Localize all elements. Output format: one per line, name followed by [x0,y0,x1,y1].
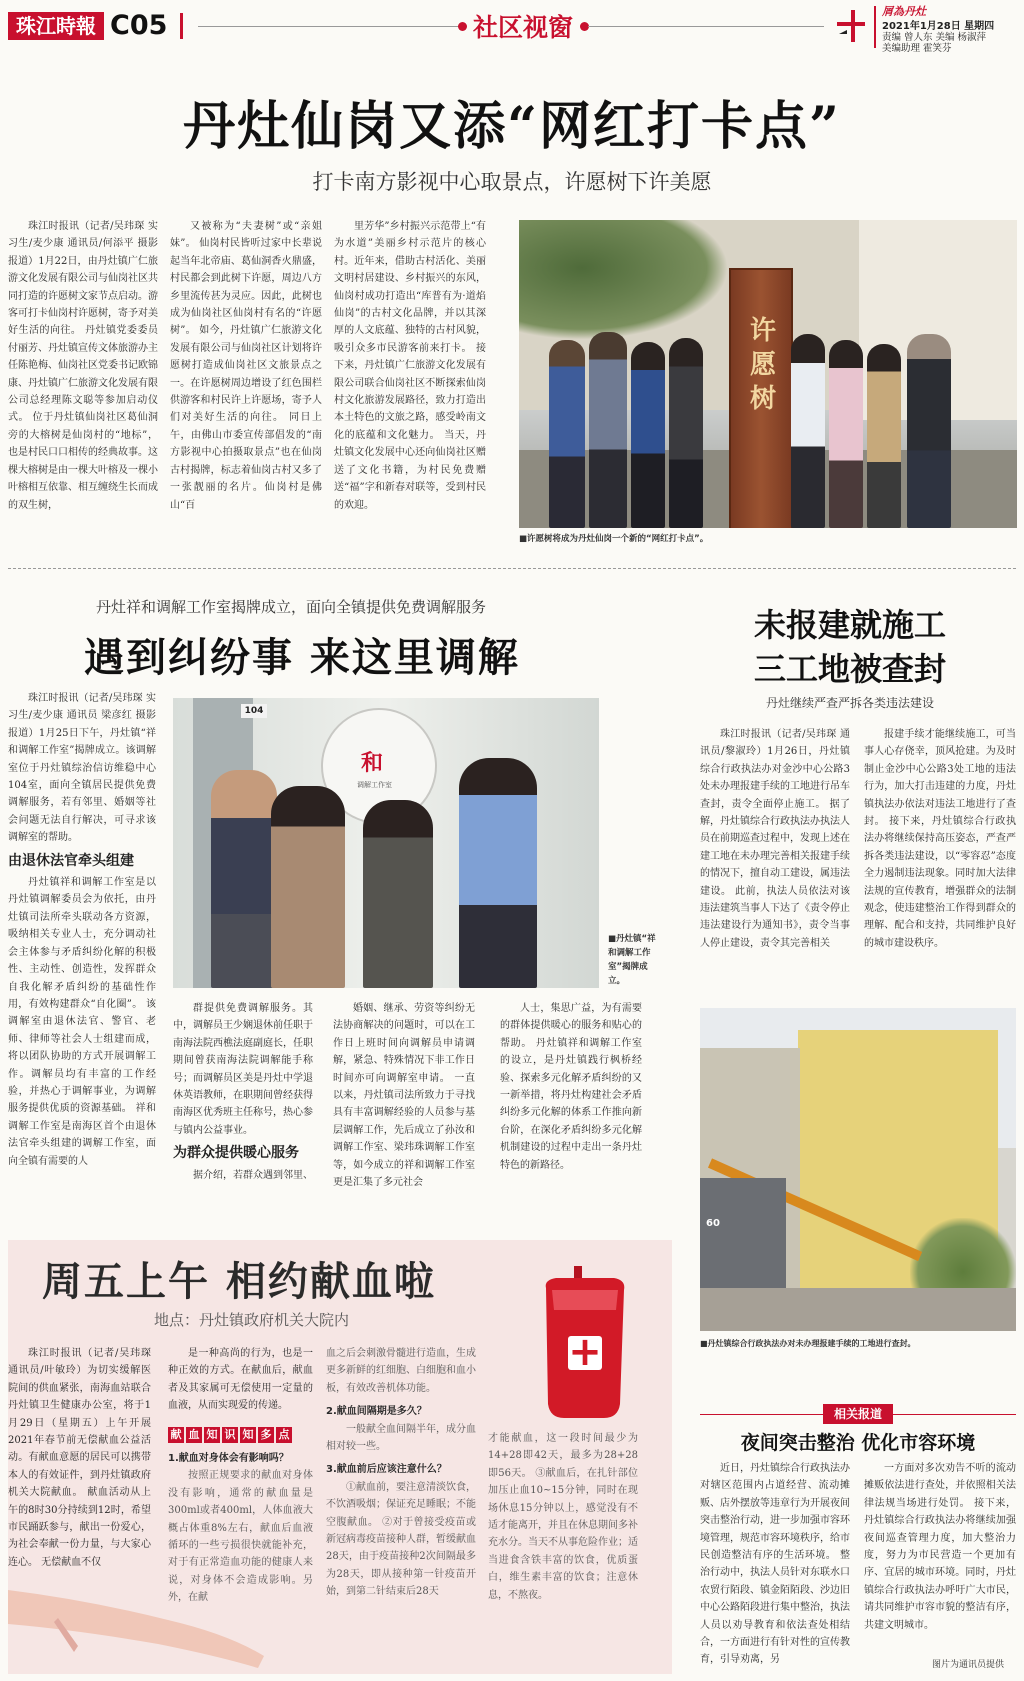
office-sign-mark: 和 [361,751,384,776]
article1-col3: 里芳华”乡村振兴示范带上“有为水道”美丽乡村示范片的核心村。近年来，借助古村活化、美丽文明村居建设、乡村振兴的东风，仙岗村成功打造出“库普有为·道焰仙岗”的古村文化品牌，并以其深厚的人文底蕴、独特的古村风貌，吸引众多市民游客前来打卡。 接下来，丹灶镇广仁旅游文化发展有限公司联合仙岗社区不断探索仙岗村文化旅游发展路径，致力打造出本土特色的文旅之路，感受岭南文化的底蕴和文化魅力。 当天，丹灶镇文化发展中心还向仙岗社区赠送了文化书籍，为村民免费赠送“福”字和新春对联等，受到村民的欢迎。 [334,221,486,511]
article4-title: 周五上午 相约献血啦 [42,1258,436,1305]
article4-col2: 是一种高尚的行为，也是一种正效的方式。在献血后，献血者及其家属可无偿使用一定量的血液，从而实现爱的传递。 献 血 知 识 知 多 点 1.献血对身体会有影响吗？ 按照正规要求的献血对身体没有影响，通常的献血量是300ml或者400ml，人体血液大概占体重8%左右，献血后血液循环的一些亏损很快就能补充，对于有正常造血功能的健康人来说，对身体不会造成影响。另外，在献 [168,1345,313,1665]
wish-tree-sign-text: 许愿树 [745,316,776,418]
person [211,770,277,988]
door-plate: 104 [241,704,267,718]
ground [700,1288,1016,1331]
article2-col-c: 婚姻、继承、劳资等纠纷无法协商解决的问题时，可以在工作日上班时间向调解员申请调解，紧急、特殊情况下非工作日时间亦可向调解室申请。 一直以来，丹灶镇司法所致力于寻找具有丰富调解经验的人员参与基层调解工作，先后成立了孙汝和调解工作室、梁玮珠调解工作室等，如今成立的祥和调解工作室更是汇集了多元社会 [333,1003,475,1189]
article5-col1: 近日，丹灶镇综合行政执法办对辖区范围内占道经营、流动摊贩、店外摆放等违章行为开展夜间突击整治行动，进一步加强市容环境管理，规范市容环境秩序，给市民创造整洁有序的生活环境。 整治行动中，执法人员针对东联水口农贸行陌段、镇金陌陌段、沙边旧中心公路陌段进行集中整治，执法人员以劝导教育和依法查处相结合，一方面进行有针对性的宣传教育，引导劝离，另 [700,1463,850,1666]
knowledge-heading-char: 知 [240,1427,256,1443]
knowledge-heading-char: 识 [222,1427,238,1443]
person [363,800,433,988]
article3-photo [700,1008,1016,1331]
question-1: 1.献血对身体会有影响吗？ [168,1453,289,1465]
knowledge-heading [168,1427,313,1444]
office-sign-text: 调解工作室 [357,781,392,789]
person [669,338,703,528]
person [459,758,537,988]
knowledge-heading-char: 知 [204,1427,220,1443]
answer-3: ①献血前，要注意清淡饮食，不饮酒吸烟；保证充足睡眠；不能空腹献血。 ②对于曾接受疫苗或新冠病毒疫苗接种人群，暂缓献血28天，由于疫苗接种2次间隔最多为28天，即从接种第一针疫苗开始，到第二针结束后28天 [326,1481,476,1598]
article2-col-d: 人士，集思广益，为有需要的群体提供暖心的服务和贴心的帮助。 丹灶镇祥和调解工作室的设立，是丹灶镇践行枫桥经验、探索多元化解矛盾纠纷的又一新举措，将丹灶构建社会矛盾纠纷多元化解的体系工作推向新台阶，在深化矛盾纠纷多元化解机制建设的过程中走出一条丹灶特色的新路径。 [500,1003,642,1171]
person [907,334,951,528]
article2-kicker: 丹灶祥和调解工作室揭牌成立，面向全镇提供免费调解服务 [96,598,487,616]
article2-subhead-2: 为群众提供暖心服务 [173,1145,299,1162]
article3-title-line1: 未报建就施工 [753,606,946,644]
tree-foliage [519,220,729,340]
person [271,786,345,988]
editors-assistant: 美编助理 霍笑芬 [882,43,952,54]
article1-col2: 又被称为“夫妻树”或“亲姐妹”。 仙岗村民皆听过家中长辈说起当年北帝庙、葛仙洞香火鼎盛，村民都会到此树下许愿，周边八方乡里流传甚为灵应。因此，此树也成为仙岗社区仙岗村有名的“许愿树”。 如今，丹灶镇广仁旅游文化发展有限公司与仙岗社区计划将许愿树打造成仙岗社区文旅景点之一。在许愿树周边增设了红色围栏供游客和村民许上许愿场，寄予人们对美好生活的向往。 同日上午，由佛山市委宣传部倡发的“南方影视中心拍摄取景点”也在仙岗古村揭牌，标志着仙岗古村又多了一张靓丽的名片。仙岗村是佛山“百 [170,221,322,511]
article3-caption: ■丹灶镇综合行政执法办对未办理报建手续的工地进行查封。 [700,1339,916,1348]
blood-bag-icon [534,1266,634,1424]
article1-caption: ■许愿树将成为丹灶仙岗一个新的“网红打卡点”。 [519,534,709,544]
masthead-bar [180,13,183,39]
article2-photo-caption: ■丹灶镇“祥和调解工作室”揭牌成立。 [608,934,656,986]
answer-3-cont: 才能献血，这一段时间最少为14+28即42天，最多为28+28即56天。 ③献血后，在扎针部位加压止血10~15分钟，同时在现场休息15分钟以上，感觉没有不适才能离开，并且在休息期间多补充水分。当天不从事危险作业；适当进食含铁丰富的饮食，优质蛋白，维生素丰富的饮食；注意休息，不熬夜。 [488,1433,638,1601]
article1-title: 丹灶仙岗又添“网红打卡点” [183,96,841,157]
related-tag: 相关报道 [823,1404,893,1424]
person [791,334,825,528]
question-2: 2.献血间隔期是多久？ [326,1406,427,1418]
rule-dot-left [458,22,467,31]
article2-col-lead: 珠江时报讯（记者/吴玮琛 实习生/麦少康 通讯员 梁彦红 摄影报道）1月25日下午，丹灶镇“祥和调解工作室”揭牌成立。该调解室位于丹灶镇综治信访维稳中心104室，面向全镇居民提供免费调解服务，若有邻里、婚姻等社会问题无法自行解决，可寻求该调解室的帮助。 由退休法官牵头组建 丹灶镇祥和调解工作室是以丹灶镇调解委员会为依托，由丹灶镇司法所牵头联动各方资源，吸纳相关专业人士，充分调动社会主体参与矛盾纠纷化解的积极性、主动性、创造性，发挥群众自我化解矛盾纠纷的基础性作用，有效构建群众“自化圈”。 该调解室由退休法官、警官、老师、律师等社会人士组建而成，将以团队协助的方式开展调解工作。调解员均有丰富的工作经验，并热心于调解事业，为调解服务提供优质的资源基础。 祥和调解工作室是南海区首个由退休法官牵头组建的调解工作室，面向全镇有需要的人 [8,693,156,1167]
person [867,344,901,528]
article5-title: 夜间突击整治 优化市容环境 [740,1432,976,1454]
article2-photo [173,698,599,988]
article2-title: 遇到纠纷事 来这里调解 [84,634,520,681]
knowledge-heading-char: 血 [186,1427,202,1443]
article1-col1: 珠江时报讯（记者/吴玮琛 实习生/麦少康 通讯员/何添平 摄影报道）1月22日，由丹灶镇广仁旅游文化发展有限公司与仙岗社区共同打造的许愿树文家节点启动。游客可打卡仙岗村许愿树，寄予对美好生活的向往。 丹灶镇党委委员付丽芳、丹灶镇宣传文体旅游办主任陈艳梅、仙岗社区党委书记欧锦康、丹灶镇广仁旅游文化发展有限公司总经理陈文聪等参加启动仪式。 位于丹灶镇仙岗社区葛仙洞旁的大榕树是仙岗村的“地标”，也是村民口口相传的经典故事。这棵大榕树是由一棵大叶榕及一棵小叶榕相互依靠、相互缠绕生长而成的双生树， [8,221,158,511]
article2-col-b: 群提供免费调解服务。其中，调解员王少娴退休前任职于南海法院西樵法庭副庭长，任职期间曾获南海法院调解能手称号；而调解员区美是丹灶中学退休英语教师，在职期间曾经获得南海区优秀班主任称号，热心参与镇内公益事业。 为群众提供暖心服务 据介绍，若群众遇到邻里、 [173,1003,313,1181]
answer-1-cont: 血之后会刺激骨髓进行造血，生成更多新鲜的红细胞、白细胞和血小板，有效改善机体功能。 [326,1348,476,1394]
issue-date: 2021年1月28日 星期四 [882,21,995,32]
article4-col1: 珠江时报讯（记者/吴玮琛 通讯员/叶敏玲）为切实缓解医院间的供血紧张，南海血站联合丹灶镇卫生健康办公室，将于1月29日（星期五）上午开展2021年春节前无偿献血公益活动。有献血意愿的居民可以携带本人的有效证件，到丹灶镇政府机关大院献血。 献血活动从上午的8时30分持续到12时，希望市民踊跃参与，献出一份爱心，为社会奉献一份力量，与大家心连心。 无偿献血不仅 [8,1348,151,1568]
photo-credit: 图片为通讯员提供 [932,1660,1005,1670]
wish-tree-sign [729,268,793,528]
masthead [0,0,1024,52]
answer-2: 一般献全血间隔半年，成分血相对较一些。 [326,1423,476,1453]
masthead-logo: 珠江時報 [8,12,104,40]
answer-1: 按照正规要求的献血对身体没有影响，通常的献血量是300ml或者400ml，人体血液大概占体重8%左右，献血后血液循环的一些亏损很快就能补充，对于有正常造血功能的健康人来说，对身体不会造成影响。另外，在献 [168,1470,313,1604]
section-title: 社区视窗 [473,13,574,42]
article3-subtitle: 丹灶继续严查严拆各类违法建设 [765,696,934,710]
page-number: C05 [110,10,168,41]
masthead-divider [874,6,876,48]
person [549,340,585,528]
knowledge-heading-char: 点 [276,1427,292,1443]
blood-bag-cross: + [568,1329,602,1375]
article5-col2: 一方面对多次劝告不听的流动摊贩依法进行查处，并依照相关法律法规当场进行处罚。 接下来，丹灶镇综合行政执法办将继续加强夜间巡查管理力度，加大整治力度，努力为市民营造一个更加有序、宜居的城市环境。同时，丹灶镇综合行政执法办呼吁广大市民，请共同维护市容市貌的整洁有序，共建文明城市。 [864,1463,1016,1631]
divider [8,568,1016,569]
rule-left [198,26,462,27]
knowledge-heading-char: 多 [258,1427,274,1443]
article4-location: 地点：丹灶镇政府机关大院内 [154,1311,350,1329]
article2-subhead-1: 由退休法官牵头组建 [8,852,134,869]
question-3: 3.献血前后应该注意什么？ [326,1464,447,1476]
article3-col1: 珠江时报讯（记者/吴玮琛 通讯员/黎淑玲）1月26日，丹灶镇综合行政执法办对金沙中心公路3处未办理报建手续的工地进行吊车查封，责令全面停止施工。 据了解，丹灶镇综合行政执法办执法人员在前期巡查过程中，发现上述在建工地在未办理完善相关报建手续的情况下，擅自动工建设，属违法建设。 此前，执法人员依法对该违法建筑当事人下达了《责令停止违法建设行为通知书》，责令当事人停止建设，责令其完善相关 [700,729,850,949]
knowledge-heading-char: 献 [168,1427,184,1443]
person [829,340,863,528]
article3-col2: 报建手续才能继续施工，可当事人心存侥幸，顶风抢建。为及时制止金沙中心公路3处工地的违法行为，加大打击违建的力度，丹灶镇执法办依法对违法工地进行了查封。 接下来，丹灶镇综合行政执法办将继续保持高压姿态，严查严拆各类违法建设，以“零容忍”态度全力遏制违法现象。同时加大法律法规的宣传教育，增强群众的法制观念，使违建整治工作得到群众的理解、配合和支持，共同维护良好的城市建设秩序。 [864,729,1016,949]
brand-text: 屑為丹灶 [882,5,926,18]
article4-col4 [488,1430,638,1665]
person [631,342,665,528]
person [589,332,627,528]
article1-subtitle: 打卡南方影视中心取景点，许愿树下许美愿 [312,170,712,194]
editors: 责编 曾人东 美编 杨淑萍 [882,32,987,43]
truck [700,1178,786,1288]
article3-title-line2: 三工地被查封 [753,650,946,688]
brand-logo-icon [833,6,869,46]
article4-col3 [326,1345,476,1665]
truck-number: 60 [706,1218,720,1229]
rule-right [588,26,824,27]
article1-photo [519,220,1017,528]
